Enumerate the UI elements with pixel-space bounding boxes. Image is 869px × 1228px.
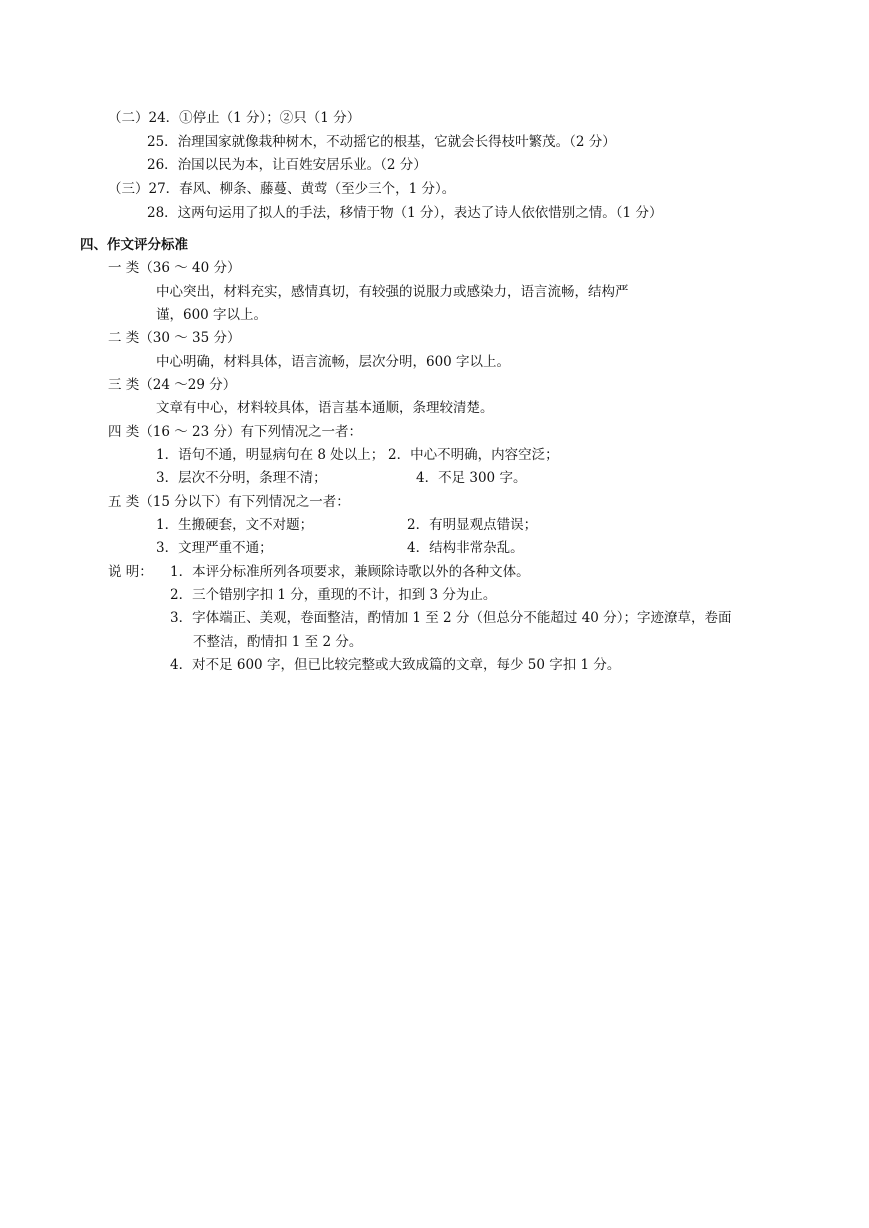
class5-title: 五 类（15 分以下）有下列情况之一者： — [108, 494, 350, 510]
class2-desc: 中心明确，材料具体，语言流畅，层次分明，600 字以上。 — [156, 354, 511, 370]
note-3-line2: 不整洁，酌情扣 1 至 2 分。 — [193, 634, 363, 650]
class4-item-4: 4．不足 300 字。 — [416, 470, 527, 486]
class1-title: 一 类（36 ～ 40 分） — [108, 260, 241, 276]
essay-heading: 四、作文评分标准 — [80, 237, 188, 253]
class1-desc-line2: 谨，600 字以上。 — [156, 307, 268, 323]
class4-title: 四 类（16 ～ 23 分）有下列情况之一者： — [108, 424, 363, 440]
answer-26: 26．治国以民为本，让百姓安居乐业。（2 分） — [147, 157, 427, 173]
answer-28: 28．这两句运用了拟人的手法，移情于物（1 分），表达了诗人依依惜别之情。（1 分） — [147, 205, 663, 221]
class3-title: 三 类（24 ～29 分） — [108, 377, 237, 393]
answer-line-24 — [108, 109, 360, 127]
answer-27: 27．春风、柳条、藤蔓、黄莺（至少三个，1 分）。 — [148, 181, 456, 197]
class1-desc-line1: 中心突出，材料充实，感情真切，有较强的说服力或感染力，语言流畅，结构严 — [156, 284, 629, 300]
note-3-line1: 3．字体端正、美观，卷面整洁，酌情加 1 至 2 分（但总分不能超过 40 分）；字迹潦草，卷面 — [170, 610, 732, 626]
part2-prefix: （二） — [108, 110, 149, 126]
class4-item-3: 3．层次不分明，条理不清； — [156, 470, 327, 486]
class4-item-1: 1．语句不通，明显病句在 8 处以上； — [156, 447, 385, 463]
class5-item-1: 1．生搬硬套，文不对题； — [156, 517, 314, 533]
class5-item-3: 3．文理严重不通； — [156, 540, 273, 556]
notes-label: 说 明： — [108, 564, 153, 580]
class4-item-2: 2．中心不明确，内容空泛； — [388, 447, 559, 463]
answer-25: 25．治理国家就像栽种树木，不动摇它的根基，它就会长得枝叶繁茂。（2 分） — [147, 134, 616, 150]
class5-item-4: 4．结构非常杂乱。 — [407, 540, 524, 556]
answer-24: 24．①停止（1 分）；②只（1 分） — [148, 110, 361, 126]
class3-desc: 文章有中心，材料较具体，语言基本通顺，条理较清楚。 — [156, 400, 494, 416]
answer-line-27 — [108, 180, 455, 198]
class5-item-2: 2．有明显观点错误； — [407, 517, 538, 533]
note-4: 4．对不足 600 字，但已比较完整或大致成篇的文章，每少 50 字扣 1 分。 — [170, 657, 621, 673]
note-1: 1．本评分标准所列各项要求，兼顾除诗歌以外的各种文体。 — [170, 564, 530, 580]
class2-title: 二 类（30 ～ 35 分） — [108, 330, 241, 346]
part3-prefix: （三） — [108, 181, 149, 197]
note-2: 2．三个错别字扣 1 分，重现的不计，扣到 3 分为止。 — [170, 587, 497, 603]
